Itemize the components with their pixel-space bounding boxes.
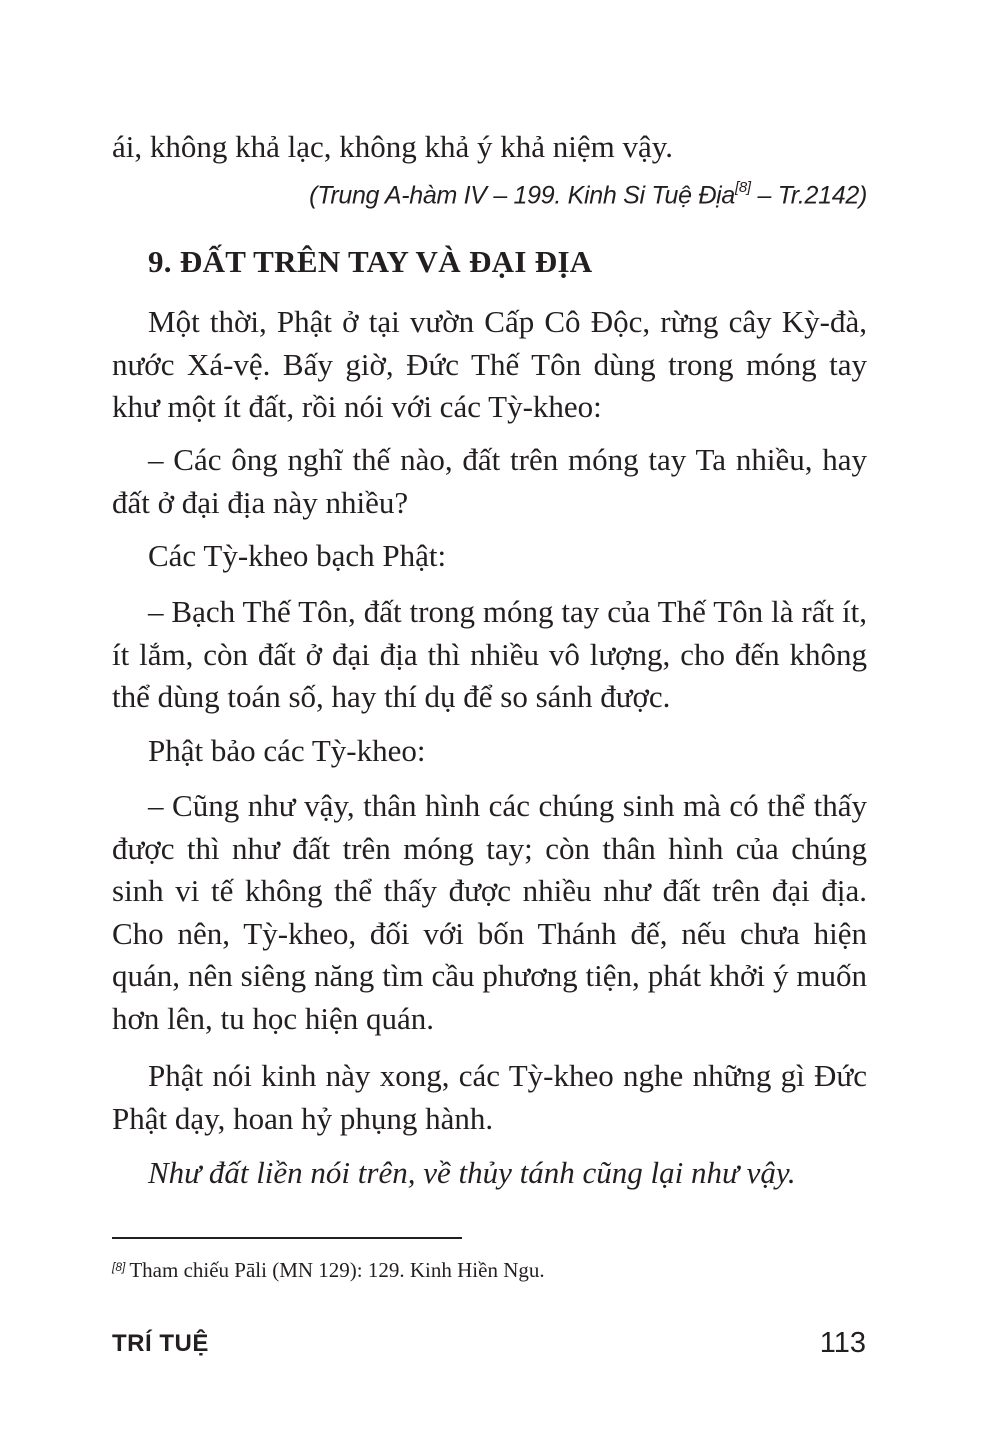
paragraph-5: Phật bảo các Tỳ-kheo:: [148, 733, 426, 768]
paragraph-4: – Bạch Thế Tôn, đất trong móng tay của Thế Tôn là rất ít, ít lắm, còn đất ở đại địa thì nhiều vô lượng, cho đến không thể dùng toán số, hay thí dụ để so sánh được.: [112, 594, 867, 715]
paragraph-3: Các Tỳ-kheo bạch Phật:: [148, 538, 447, 573]
section-heading: 9. ĐẤT TRÊN TAY VÀ ĐẠI ĐỊA: [148, 244, 593, 279]
footnote: [112, 1258, 545, 1283]
continuation-line: ái, không khả lạc, không khả ý khả niệm vậy.: [112, 129, 674, 164]
closing-italic-line: Như đất liền nói trên, về thủy tánh cũng lại như vậy.: [148, 1155, 796, 1190]
page-number: 113: [819, 1327, 866, 1359]
citation: [309, 181, 867, 210]
footnote-mark: [8]: [112, 1260, 126, 1274]
paragraph-6: – Cũng như vậy, thân hình các chúng sinh mà có thể thấy được thì như đất trên móng tay; còn thân hình của chúng sinh vi tế không thể thấy được nhiều như đất trên đại địa. Cho nên, Tỳ-kheo, đối với bốn Thánh đế, nếu chưa hiện quán, nên siêng năng tìm cầu phương tiện, phát khởi ý muốn hơn lên, tu học hiện quán.: [112, 788, 867, 1036]
footnote-text: Tham chiếu Pāli (MN 129): 129. Kinh Hiền Ngu.: [129, 1258, 545, 1282]
paragraph-7: Phật nói kinh này xong, các Tỳ-kheo nghe những gì Đức Phật dạy, hoan hỷ phụng hành.: [112, 1058, 867, 1136]
paragraph-1: Một thời, Phật ở tại vườn Cấp Cô Độc, rừng cây Kỳ-đà, nước Xá-vệ. Bấy giờ, Đức Thế Tôn dùng trong móng tay khư một ít đất, rồi nói với các Tỳ-kheo:: [112, 304, 867, 425]
citation-footnote-ref: [8]: [735, 179, 751, 196]
footnote-divider: [112, 1237, 462, 1239]
running-title: TRÍ TUỆ: [112, 1330, 209, 1357]
citation-suffix: – Tr.2142): [750, 181, 867, 210]
paragraph-2: – Các ông nghĩ thế nào, đất trên móng tay Ta nhiều, hay đất ở đại địa này nhiều?: [112, 442, 867, 520]
citation-text: (Trung A-hàm IV – 199. Kinh Si Tuệ Địa: [309, 181, 736, 210]
